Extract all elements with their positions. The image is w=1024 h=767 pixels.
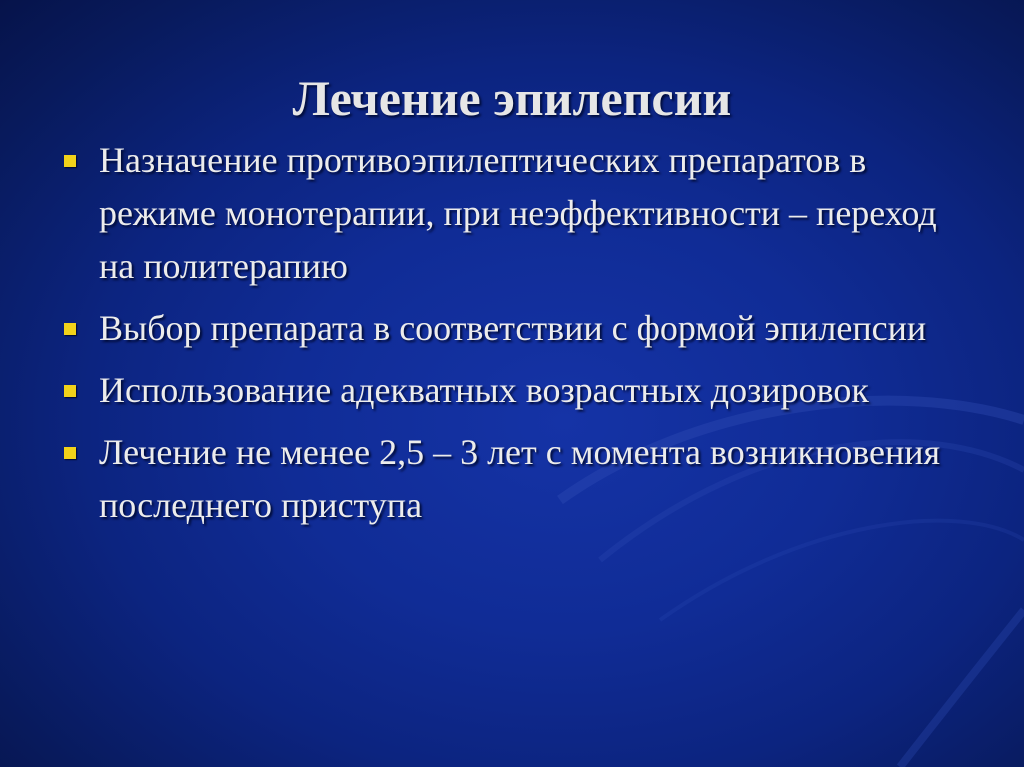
bullet-text: Выбор препарата в соответствии с формой эпилепсии (99, 308, 927, 348)
bullet-text: Использование адекватных возрастных дозировок (99, 370, 869, 410)
square-bullet-icon (64, 323, 76, 335)
bullet-text: Лечение не менее 2,5 – 3 лет с момента возникновения последнего приступа (99, 432, 941, 525)
bullet-item (62, 134, 962, 293)
square-bullet-icon (64, 385, 76, 397)
bullet-list (62, 134, 962, 541)
square-bullet-icon (64, 447, 76, 459)
slide-title: Лечение эпилепсии (292, 70, 732, 126)
bullet-text: Назначение противоэпилептических препаратов в режиме монотерапии, при неэффективности – переход на политерапию (99, 140, 937, 286)
bullet-item (62, 302, 962, 355)
bullet-item (62, 426, 962, 532)
square-bullet-icon (64, 155, 76, 167)
bullet-item (62, 364, 962, 417)
